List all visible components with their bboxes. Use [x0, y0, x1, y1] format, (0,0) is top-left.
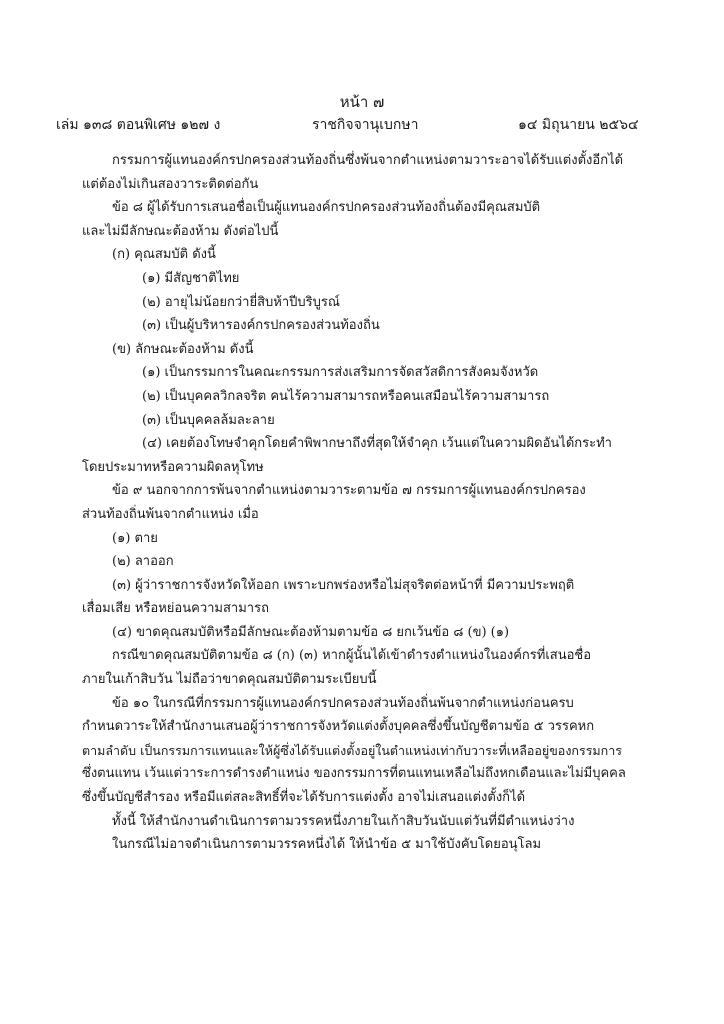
clause-10: ข้อ ๑๐ ในกรณีที่กรรมการผู้แทนองค์กรปกครองส่วนท้องถิ่นพ้นจากตำแหน่งก่อนครบ	[112, 695, 574, 711]
text-line: ภายในเก้าสิบวัน ไม่ถือว่าขาดคุณสมบัติตามระเบียบนี้	[82, 672, 377, 688]
list-item: (๔) ขาดคุณสมบัติหรือมีลักษณะต้องห้ามตามข้อ ๘ ยกเว้นข้อ ๘ (ข) (๑)	[112, 624, 510, 640]
gazette-title: ราชกิจจานุเบกษา	[312, 117, 419, 133]
text-line: ซึ่งขึ้นบัญชีสำรอง หรือมีแต่สละสิทธิ์ที่จะได้รับการแต่งตั้ง อาจไม่เสนอแต่งตั้งก็ได้	[82, 790, 526, 806]
text-line: ในกรณีไม่อาจดำเนินการตามวรรคหนึ่งได้ ให้นำข้อ ๕ มาใช้บังคับโดยอนุโลม	[112, 837, 542, 853]
text-line: กรณีขาดคุณสมบัติตามข้อ ๘ (ก) (๓) หากผู้นั้นได้เข้าดำรงตำแหน่งในองค์กรที่เสนอชื่อ	[112, 648, 592, 664]
text-line: ส่วนท้องถิ่นพ้นจากตำแหน่ง เมื่อ	[82, 506, 259, 522]
document-body	[82, 149, 642, 857]
text-line: เสื่อมเสีย หรือหย่อนความสามารถ	[82, 601, 269, 617]
text-line: กรรมการผู้แทนองค์กรปกครองส่วนท้องถิ่นซึ่งพ้นจากตำแหน่งตามวาระอาจได้รับแต่งตั้งอีกได้	[112, 153, 624, 168]
list-item: (๓) เป็นบุคคลล้มละลาย	[142, 412, 275, 428]
text-line: โดยประมาทหรือความผิดลหุโทษ	[82, 459, 264, 475]
text-line: ตามลำดับ เป็นกรรมการแทนและให้ผู้ซึ่งได้รับแต่งตั้งอยู่ในตำแหน่งเท่ากับวาระที่เหลืออยู่ของกรรมการ	[82, 742, 622, 758]
list-item: (๑) มีสัญชาติไทย	[142, 270, 240, 286]
item-kho: (ข) ลักษณะต้องห้าม ดังนี้	[112, 341, 254, 357]
list-item: (๔) เคยต้องโทษจำคุกโดยคำพิพากษาถึงที่สุดให้จำคุก เว้นแต่ในความผิดอันได้กระทำ	[142, 436, 612, 452]
list-item: (๒) อายุไม่น้อยกว่ายี่สิบห้าปีบริบูรณ์	[142, 294, 340, 310]
text-line: กำหนดวาระให้สำนักงานเสนอผู้ว่าราชการจังหวัดแต่งตั้งบุคคลซึ่งขึ้นบัญชีตามข้อ ๕ วรรคหก	[82, 719, 595, 735]
text-line: ซึ่งตนแทน เว้นแต่วาระการดำรงตำแหน่ง ของกรรมการที่ตนแทนเหลือไม่ถึงหกเดือนและไม่มีบุคคล	[82, 766, 626, 782]
list-item: (๓) ผู้ว่าราชการจังหวัดให้ออก เพราะบกพร่องหรือไม่สุจริตต่อหน้าที่ มีความประพฤติ	[112, 577, 575, 593]
text-line: แต่ต้องไม่เกินสองวาระติดต่อกัน	[82, 176, 259, 192]
clause-8: ข้อ ๘ ผู้ได้รับการเสนอชื่อเป็นผู้แทนองค์กรปกครองส่วนท้องถิ่นต้องมีคุณสมบัติ	[112, 200, 541, 216]
text-line: และไม่มีลักษณะต้องห้าม ดังต่อไปนี้	[82, 223, 279, 239]
publish-date: ๑๔ มิถุนายน ๒๕๖๔	[518, 117, 639, 133]
text-line: ทั้งนี้ ให้สำนักงานดำเนินการตามวรรคหนึ่งภายในเก้าสิบวันนับแต่วันที่มีตำแหน่งว่าง	[112, 813, 575, 829]
page-number: หน้า ๗	[339, 93, 385, 111]
list-item: (๓) เป็นผู้บริหารองค์กรปกครองส่วนท้องถิ่น	[142, 318, 380, 334]
item-ka: (ก) คุณสมบัติ ดังนี้	[112, 247, 216, 263]
list-item: (๑) ตาย	[112, 530, 158, 546]
volume-info: เล่ม ๑๓๘ ตอนพิเศษ ๑๒๗ ง	[56, 117, 221, 133]
list-item: (๑) เป็นกรรมการในคณะกรรมการส่งเสริมการจัดสวัสดิการสังคมจังหวัด	[142, 365, 539, 381]
clause-9: ข้อ ๙ นอกจากการพ้นจากตำแหน่งตามวาระตามข้อ ๗ กรรมการผู้แทนองค์กรปกครอง	[112, 483, 586, 499]
list-item: (๒) ลาออก	[112, 554, 174, 570]
list-item: (๒) เป็นบุคคลวิกลจริต คนไร้ความสามารถหรือคนเสมือนไร้ความสามารถ	[142, 388, 550, 404]
